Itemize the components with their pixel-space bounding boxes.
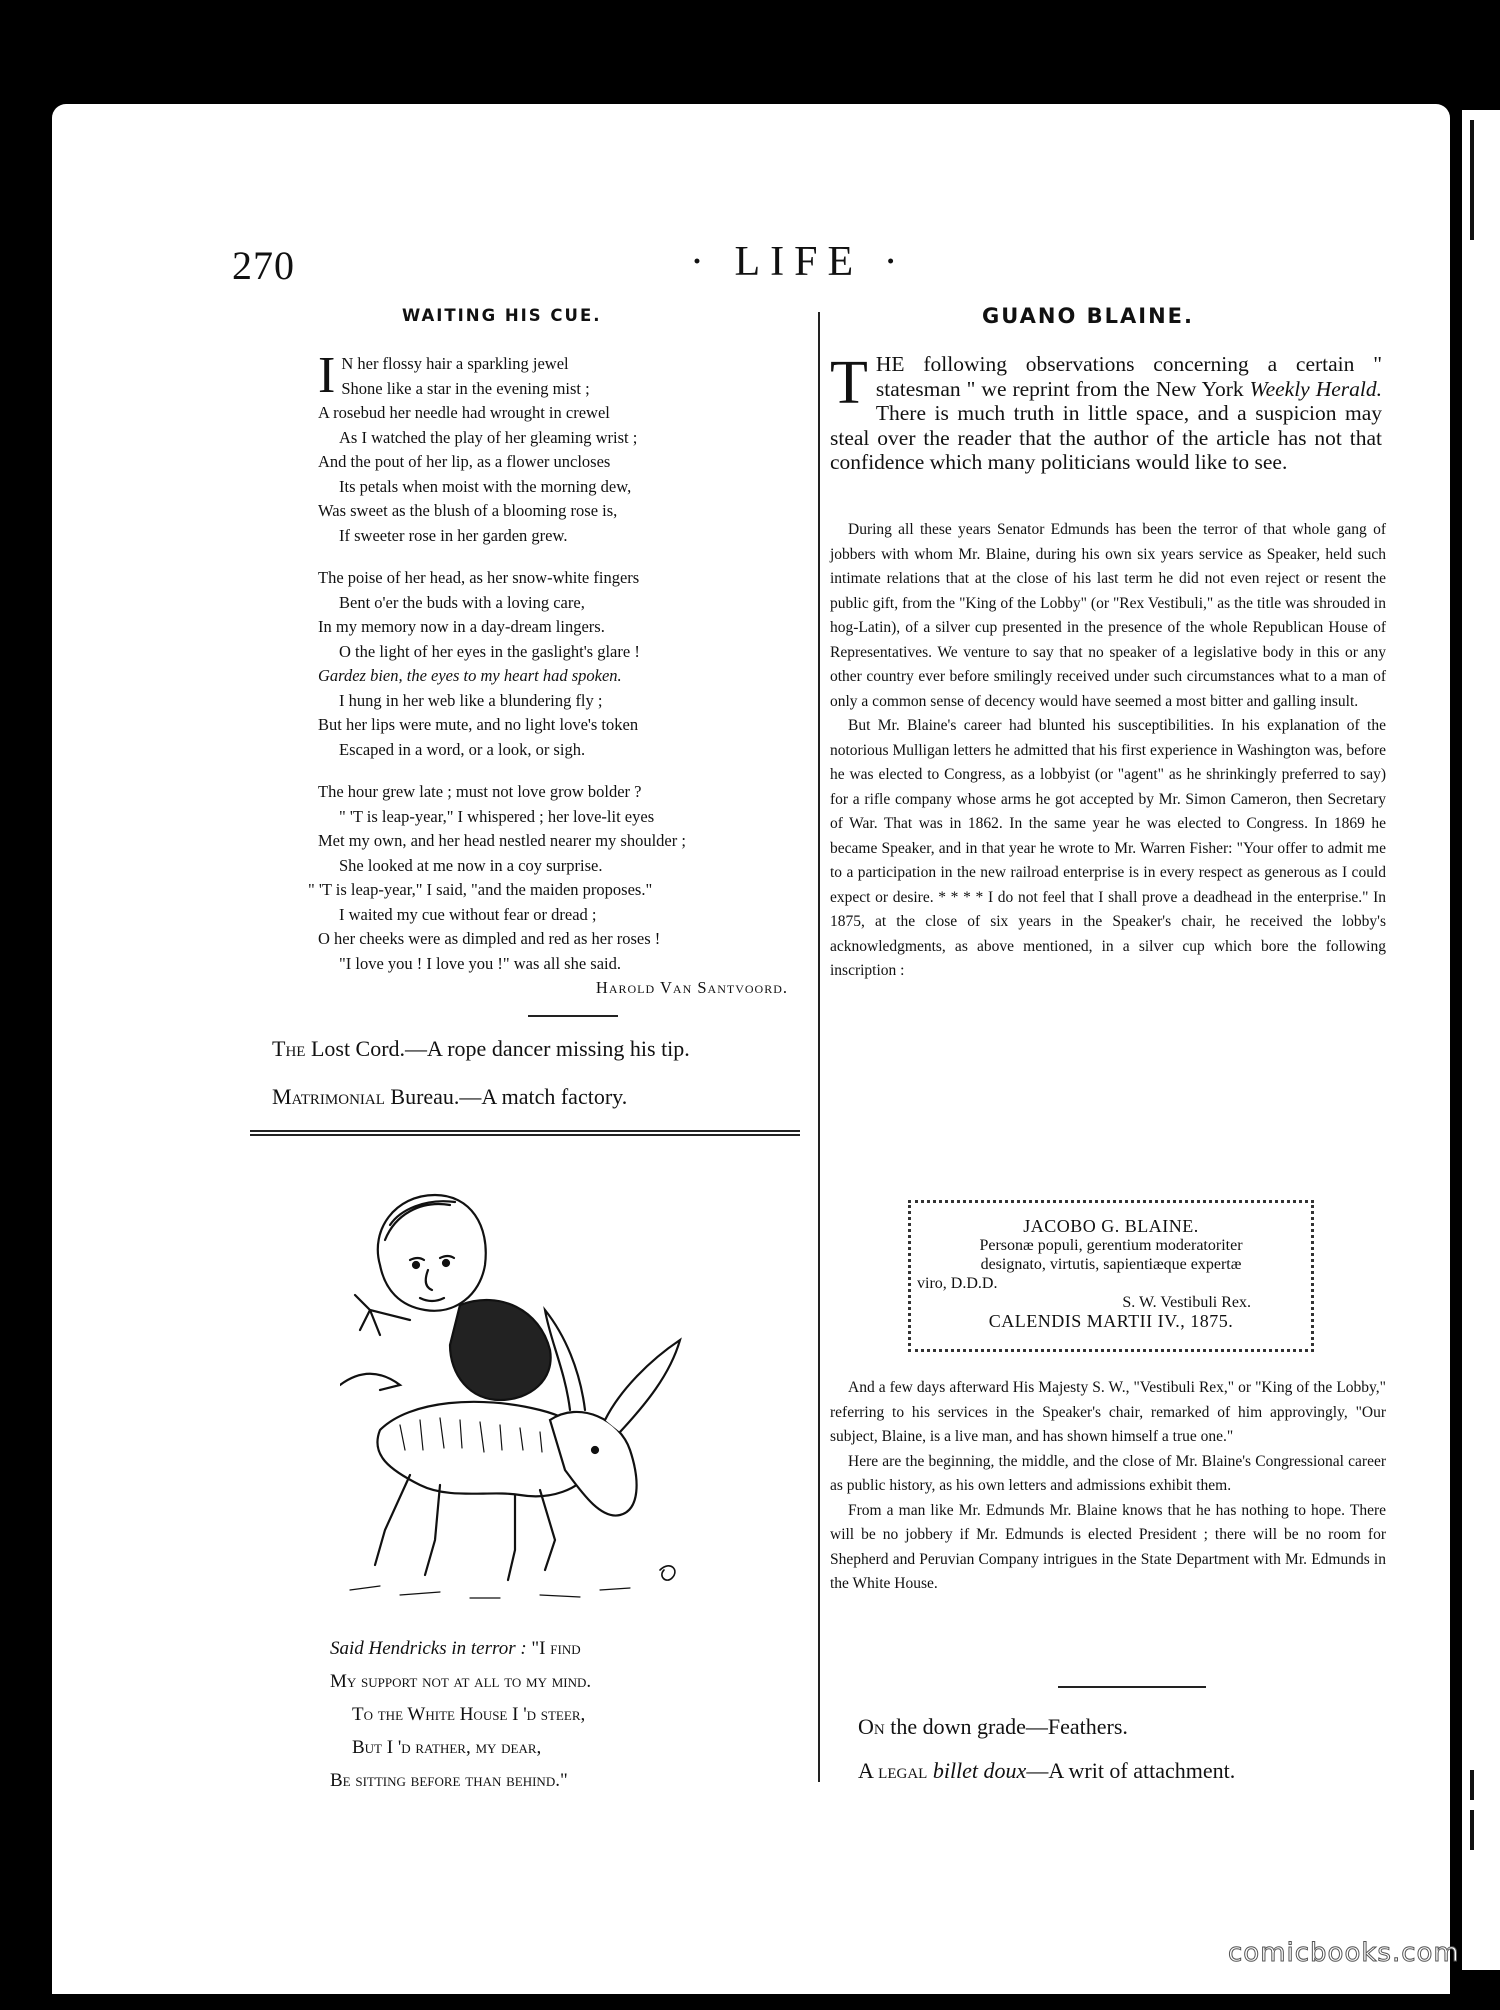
divider (528, 1015, 618, 1017)
poem-signature: Harold Van Santvoord. (595, 978, 788, 997)
poem-title: WAITING HIS CUE. (402, 306, 602, 325)
cup-inscription (908, 1200, 1314, 1352)
inscription-line: viro, D.D.D. (917, 1275, 998, 1292)
quip-matrimonial (272, 1084, 627, 1110)
poem-line: I hung in her web like a blundering fly ; (339, 690, 603, 710)
quip-lead: On (858, 1714, 885, 1739)
magazine-title: · LIFE · (690, 239, 908, 285)
poem-line: " 'T is leap-year," I said, "and the maiden proposes." (308, 880, 653, 899)
poem-stanza-2 (318, 566, 798, 762)
intro-text: HE following observations concerning a certain " statesman " we reprint from the New York (875, 352, 1382, 401)
poem-line: N her flossy hair a sparkling jewel (341, 354, 569, 373)
poem-dropcap: I (318, 347, 336, 404)
site-watermark: comicbooks.com (1228, 1938, 1460, 1968)
article-paragraph: And a few days afterward His Majesty S. W., "Vestibuli Rex," or "King of the Lobby," referring to his services in the Speaker's chair, remarked of him approvingly, "Our subject, Blaine, is a live man, and has shown himself a true one." (830, 1379, 1386, 1445)
article-paragraph: During all these years Senator Edmunds has been the terror of that whole gang of jobbers with whom Mr. Blaine, during his own six years service as Speaker, held such intimate relations that at the close of his last term he did not even reject or resent the public gift, from the "King of the Lobby" (or "Rex Vestibuli," as the title was shrouded in hog-Latin), of a silver cup presented in the presence of the whole Republican House of Representatives. We venture to say that no speaker of a legislative body in this or any other country ever before smilingly received under such circumstances what to a man of only a common sense of decency would have seemed a most bitter and galling insult. (830, 521, 1386, 710)
poem-stanza-3 (308, 780, 798, 1001)
inscription-line: S. W. Vestibuli Rex. (1122, 1294, 1251, 1311)
poem-line: Shone like a star in the evening mist ; (341, 378, 590, 398)
quip-lead: A legal (858, 1758, 928, 1783)
caption-line-4: But I 'd rather, my dear, (352, 1737, 542, 1758)
inscription-line: JACOBO G. BLAINE. (1023, 1216, 1199, 1236)
intro-dropcap: T (830, 349, 868, 417)
caption-line-2: My support not at all to my mind. (330, 1671, 592, 1692)
article-paragraph: From a man like Mr. Edmunds Mr. Blaine knows that he has nothing to hope. There will be no jobbery if Mr. Edmunds is elected President ; there will be no room for Shepherd and Peruvian Company intrigues in the State Department with Mr. Edmunds in the White House. (830, 1501, 1386, 1592)
poem-line: But her lips were mute, and no light love's token (318, 715, 639, 734)
caption-line-1 (330, 1632, 790, 1665)
double-rule (250, 1130, 800, 1136)
poem-body (308, 347, 798, 1019)
poem-line: Met my own, and her head nestled nearer my shoulder ; (318, 831, 686, 850)
article-body (830, 518, 1386, 984)
poem-line: If sweeter rose in her garden grew. (339, 525, 568, 545)
quip-down-grade (858, 1714, 1128, 1740)
page-number: 270 (232, 243, 295, 288)
quip-text: the down grade—Feathers. (884, 1714, 1128, 1739)
poem-line: O her cheeks were as dimpled and red as her roses ! (318, 929, 661, 948)
article-title: GUANO BLAINE. (982, 304, 1194, 328)
poem-line: Gardez bien, the eyes to my heart had spoken. (318, 666, 622, 685)
inscription-line: CALENDIS MARTII IV., 1875. (988, 1311, 1234, 1331)
cartoon-caption (330, 1632, 790, 1797)
poem-line: And the pout of her lip, as a flower uncloses (318, 452, 611, 471)
quip-text: Bureau.—A match factory. (384, 1084, 628, 1109)
article-paragraph: But Mr. Blaine's career had blunted his susceptibilities. In his explanation of the notorious Mulligan letters he admitted that his first experience in Washington was, before he was elected to Congress, as a lobbyist (or "agent" as he shrinkingly preferred to say) for a rifle company whose arms he got accepted by Mr. Simon Cameron, then Secretary of War. That was in 1862. In the same year he was elected to Congress. In 1869 he became Speaker, and in that year he wrote to Mr. Warren Fisher: "Your offer to admit me to a participation in the new railroad enterprise is in every respect as generous as I could expect or desire. * * * * I do not feel that I shall prove a deadhead in the enterprise." In 1875, at the close of six years in the Speaker's chair, he received the lobby's acknowledgments, as above mentioned, in a silver cup which bore the following inscription : (830, 717, 1386, 979)
poem-line: Escaped in a word, or a look, or sigh. (339, 739, 586, 759)
intro-text-rest: There is much truth in little space, and a suspicion may steal over the reader that the author of the article has not that confidence which many politicians would like to see. (830, 401, 1382, 474)
poem-line: The hour grew late ; must not love grow bolder ? (318, 782, 642, 801)
quip-text: Lost Cord.—A rope dancer missing his tip. (305, 1036, 690, 1061)
quip-lead: Matrimonial (272, 1084, 385, 1109)
divider (1058, 1686, 1206, 1688)
intro-publication: Weekly Herald. (1249, 376, 1382, 401)
poem-line: A rosebud her needle had wrought in crewel (318, 403, 610, 422)
poem-line: " 'T is leap-year," I whispered ; her love-lit eyes (339, 806, 655, 826)
quip-lead: The (272, 1036, 306, 1061)
caption-line-5: Be sitting before than behind." (330, 1770, 568, 1791)
inscription-line: Personæ populi, gerentium moderatoriter (979, 1237, 1243, 1254)
quip-italic: billet doux (927, 1758, 1027, 1783)
inscription-line: designato, virtutis, sapientiæque expertæ (980, 1256, 1242, 1273)
poem-line: "I love you ! I love you !" was all she said. (339, 953, 621, 973)
caption-text: "I find (526, 1638, 581, 1659)
poem-line: The poise of her head, as her snow-white fingers (318, 568, 640, 587)
adjacent-page-edge (1462, 110, 1500, 1970)
poem-line: She looked at me now in a coy surprise. (339, 855, 603, 875)
poem-line: I waited my cue without fear or dread ; (339, 904, 597, 924)
poem-line: Was sweet as the blush of a blooming rose is, (318, 501, 618, 520)
poem-line: Its petals when moist with the morning dew, (339, 476, 632, 496)
cartoon-illustration (340, 1170, 750, 1610)
poem-line: Bent o'er the buds with a loving care, (339, 592, 585, 612)
poem-line: As I watched the play of her gleaming wrist ; (339, 427, 638, 447)
quip-billet-doux (858, 1758, 1235, 1784)
caption-line-3: To the White House I 'd steer, (352, 1704, 586, 1725)
quip-text: —A writ of attachment. (1026, 1758, 1236, 1783)
poem-stanza-1 (318, 347, 798, 548)
quip-lost-cord (272, 1036, 690, 1062)
article-paragraph: Here are the beginning, the middle, and the close of Mr. Blaine's Congressional career as public history, as his own letters and admissions exhibit them. (830, 1452, 1386, 1494)
article-intro (830, 349, 1382, 475)
poem-line: O the light of her eyes in the gaslight's glare ! (339, 641, 640, 661)
column-divider (818, 312, 820, 1782)
caption-speaker: Said Hendricks in terror : (330, 1638, 527, 1659)
poem-line: In my memory now in a day-dream lingers. (318, 617, 605, 636)
article-body-continued (830, 1376, 1386, 1597)
